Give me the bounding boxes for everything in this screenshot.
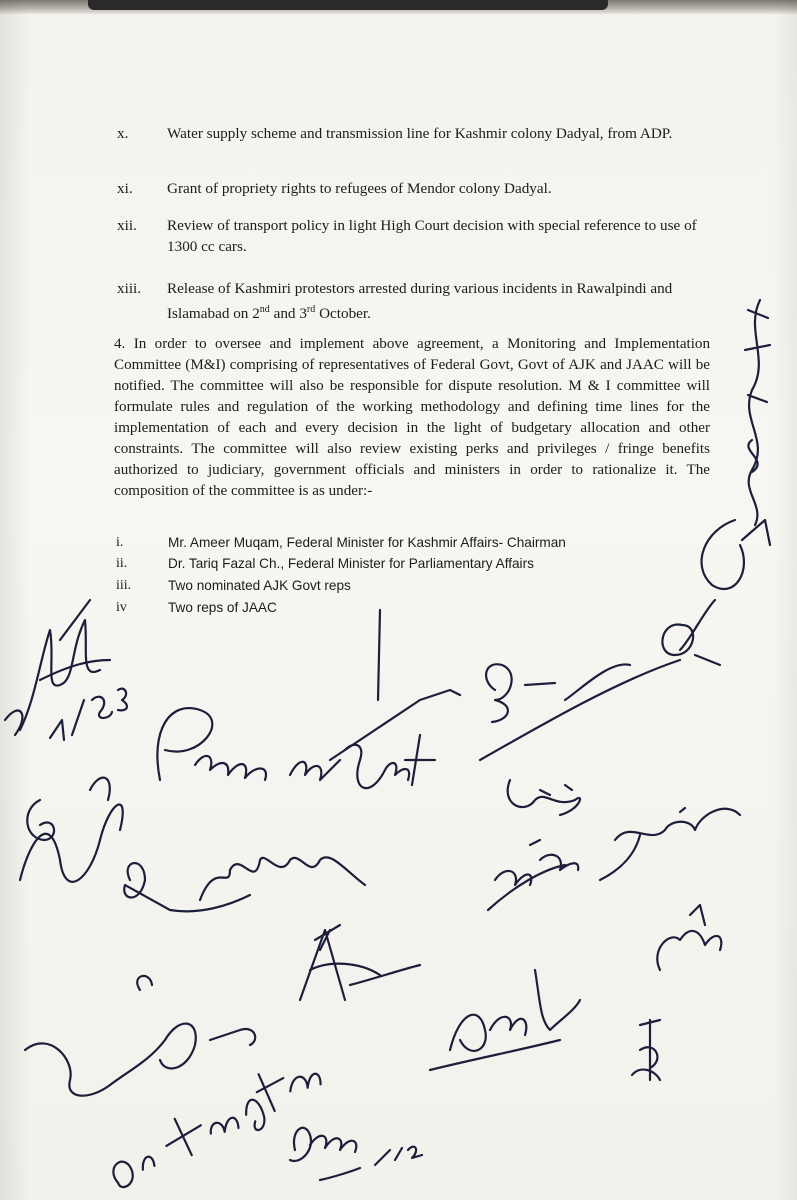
date-digit-left: [50, 720, 64, 740]
committee-paragraph: 4. In order to oversee and implement above agreement, a Monitoring and Implementation Committee (M&I) comprising of representatives of Federal Govt, Govt of AJK and JAAC will be notified. The committee will also be responsible for dispute resolution. M & I committee will formulate rules and regulation of the working methodology and defining time lines for the implementation of each and every decision in the light of budgetary allocation and other constraints. The committee will also review existing perks and privileges / fringe benefits authorized to judiciary, government officials and ministers in order to rationalize it. The composition of the committee is as under:-: [114, 336, 710, 499]
item-text: Review of transport policy in light High Court decision with special reference to use of 1300 cc cars.: [167, 217, 697, 255]
signature-vertical-line: [330, 610, 460, 760]
signature-q-right: [662, 600, 720, 665]
date-digits-left: [72, 689, 127, 735]
item-number: xiii.: [117, 280, 142, 297]
item-text: Water supply scheme and transmission line for Kashmir colony Dadyal, from ADP.: [167, 125, 673, 142]
signature-dr-tariq-fazal: [103, 1050, 328, 1200]
signature-bottom-date: [290, 1128, 422, 1180]
signature-wavy-mid: [200, 857, 365, 900]
document-page: x. Water supply scheme and transmission line for Kashmir colony Dadyal, from ADP. xi. Grant of propriety rights to refugees of Mendor colony Dadyal. xii. Review of transport policy in light High Court decision with special reference to use of 1300 cc cars. xiii. Release of Kashmiri protestors arrested during various incidents in Rawalpindi and Islamabad on 2nd and 3rd October. 4. In order to oversee and implement above agreement, a Monitoring and Implementation Committee (M&I) comprising of representatives of Federal Govt, Govt of AJK and JAAC will be notified. The committee will also be responsible for dispute resolution. M & I committee will formulate rules and regulation of the working methodology and defining time lines for the implementation of each and every decision in the light of budgetary allocation and other constraints. The committee will also review existing perks and privileges / fringe benefits authorized to judiciary, government officials and ministers in order to rationalize it. The composition of the committee is as under:- i. Mr. Ameer Muqam, Federal Minister for Kashmir Affairs- Chairman ii. Dr. Tariq Fazal Ch., Federal Minister for Parliamentary Affairs iii. Two nominated AJK Govt reps iv Two reps of JAAC: [0, 0, 797, 1200]
signature-mid-right: [508, 780, 740, 880]
item-text: Release of Kashmiri protestors arrested during various incidents in Rawalpindi and Islamabad on 2nd and 3rd October.: [167, 280, 673, 323]
signature-a-shape: [300, 925, 420, 1000]
item-text: Grant of propriety rights to refugees of Mendor colony Dadyal.: [167, 180, 552, 197]
signature-aarsh: [430, 970, 580, 1070]
signature-loop-left: [25, 976, 255, 1096]
signature-qt: [480, 660, 680, 760]
item-number: xii.: [117, 217, 137, 234]
signature-far-right: [632, 905, 721, 1080]
signature-perma: [157, 708, 435, 788]
signature-circle-right: [702, 520, 770, 589]
signature-small-mid: [488, 840, 578, 910]
signature-right-margin: [745, 300, 770, 525]
item-number: x.: [117, 125, 129, 142]
item-number: xi.: [117, 180, 133, 197]
signature-top-left: [5, 600, 110, 735]
signature-left-large: [20, 778, 250, 912]
